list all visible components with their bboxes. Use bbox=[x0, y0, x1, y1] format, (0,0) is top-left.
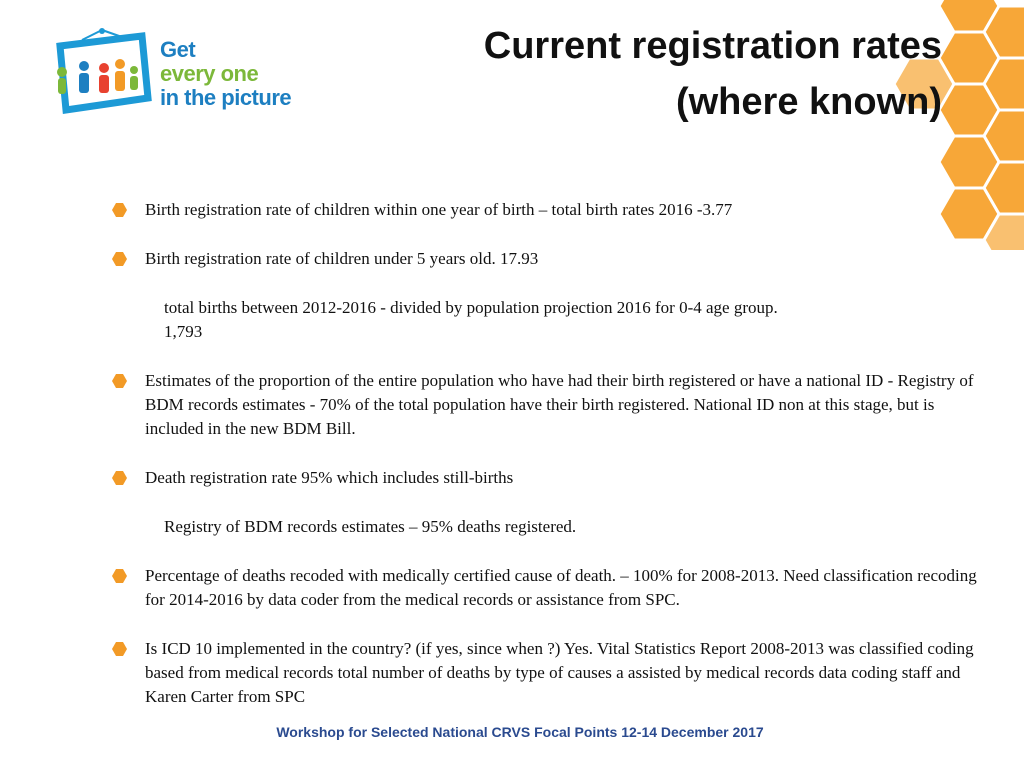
bullet-item bbox=[112, 637, 992, 709]
bullet-item bbox=[112, 466, 992, 490]
sub-text-line-1: total births between 2012-2016 - divided by population projection 2016 for 0-4 age group. bbox=[164, 298, 778, 317]
bullet-text: Percentage of deaths recoded with medically certified cause of death. – 100% for 2008-2013. Need classification recoding for 2014-2016 by data coder from the medical records or assistance from SPC. bbox=[145, 566, 977, 609]
sub-item bbox=[112, 296, 992, 344]
hexagon-bullet-icon bbox=[112, 642, 127, 656]
footer: Workshop for Selected National CRVS Focal Points 12-14 December 2017 bbox=[276, 724, 764, 740]
bullet-text: Estimates of the proportion of the entire population who have had their birth registered or have a national ID - Registry of BDM records estimates - 70% of the total population have their birth registered. National ID non at this stage, but is included in the new BDM Bill. bbox=[145, 371, 974, 438]
title-line-1: Current registration rates bbox=[483, 25, 942, 67]
logo-line-1: Get bbox=[160, 37, 196, 62]
page-title bbox=[484, 18, 942, 130]
logo bbox=[52, 28, 322, 118]
hexagon-bullet-icon bbox=[112, 471, 127, 485]
hexagon-bullet-icon bbox=[112, 252, 127, 266]
hexagon-bullet-icon bbox=[112, 203, 127, 217]
logo-text bbox=[160, 38, 291, 110]
bullet-text: Birth registration rate of children under 5 years old. 17.93 bbox=[145, 249, 539, 268]
hexagon-bullet-icon bbox=[112, 569, 127, 583]
hexagon-bullet-icon bbox=[112, 374, 127, 388]
logo-line-3: in the picture bbox=[160, 85, 292, 110]
sub-item bbox=[112, 515, 992, 539]
bullet-item bbox=[112, 198, 992, 222]
title-line-2: (where known) bbox=[675, 81, 942, 123]
sub-text-line-2: 1,793 bbox=[164, 322, 203, 341]
bullet-item bbox=[112, 369, 992, 441]
bullet-text: Birth registration rate of children within one year of birth – total birth rates 2016 -3.77 bbox=[145, 200, 733, 219]
bullet-item bbox=[112, 564, 992, 612]
bullet-text: Death registration rate 95% which includes still-births bbox=[145, 468, 514, 487]
logo-line-2: every one bbox=[160, 61, 259, 86]
bullet-item bbox=[112, 247, 992, 271]
sub-text-line-1: Registry of BDM records estimates – 95% deaths registered. bbox=[164, 517, 577, 536]
logo-frame-icon bbox=[52, 28, 152, 116]
bullet-list bbox=[112, 198, 992, 734]
bullet-text: Is ICD 10 implemented in the country? (if yes, since when ?) Yes. Vital Statistics Report 2008-2013 was classified coding based from medical records total number of deaths by type of causes a assisted by medical records data coding staff and Karen Carter from SPC bbox=[145, 639, 974, 706]
